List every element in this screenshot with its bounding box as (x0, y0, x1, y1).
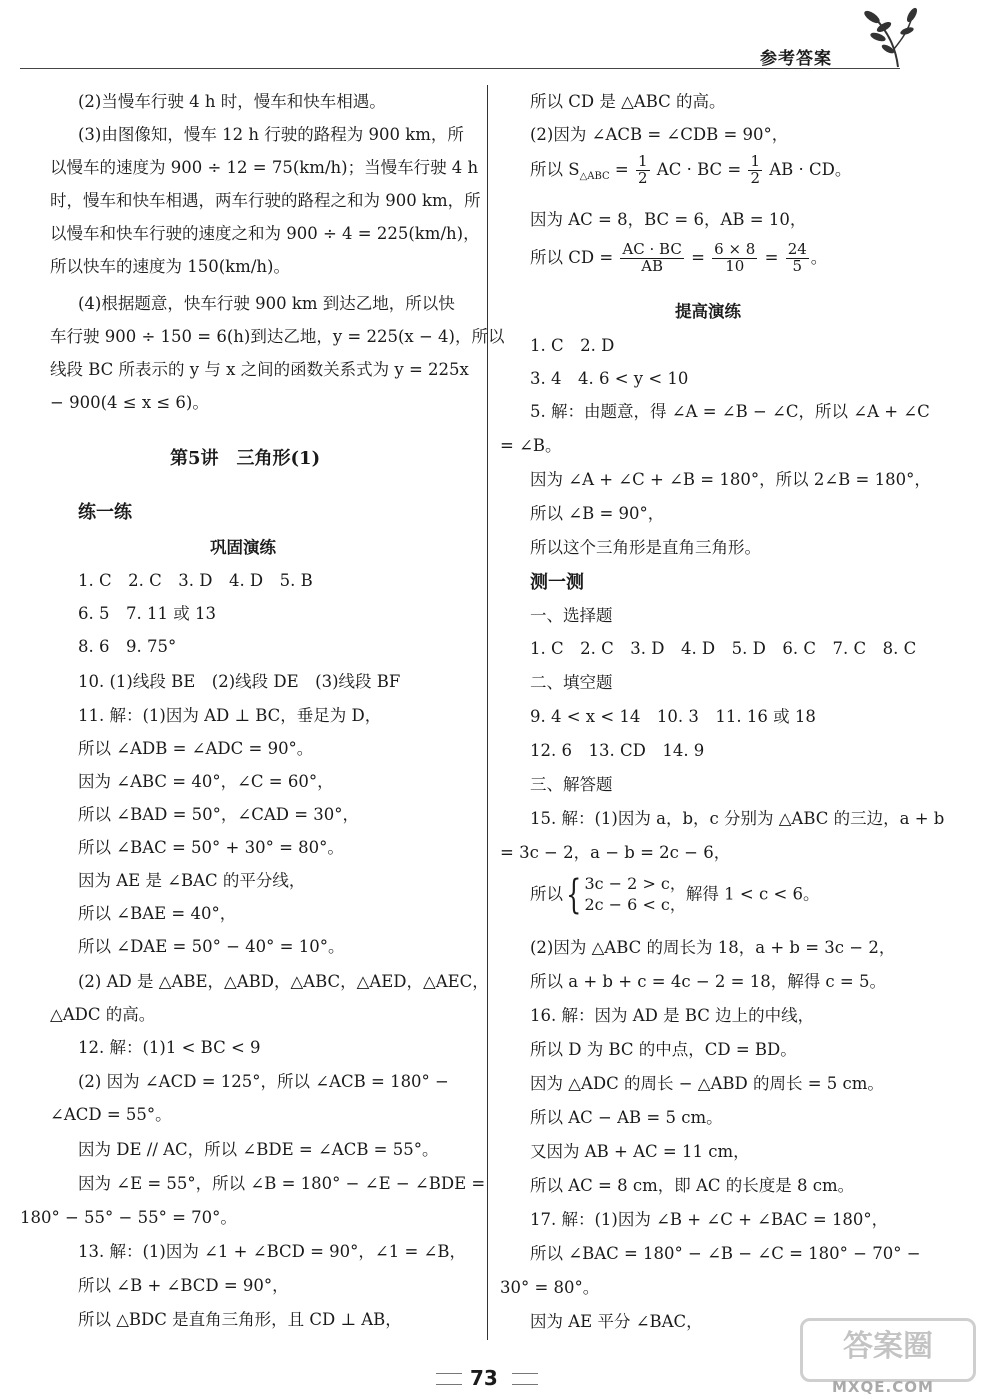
text-line: 15. 解：(1)因为 a，b，c 分别为 △ABC 的三边，a + b (530, 809, 945, 828)
cd-formula: 所以 CD = $\frac{AC \cdot BC}{AB}$ = $\frac{6 \times 8}{10}$ = $\frac{24}{5}$ 。 (530, 240, 828, 275)
text-line: (2)因为 ∠ACB = ∠CDB = 90°， (530, 125, 789, 144)
text-line: (2)因为 △ABC 的周长为 18，a + b = 3c − 2， (530, 938, 896, 957)
text-line: 所以快车的速度为 150(km/h)。 (50, 257, 290, 276)
answer-line: 6. 5 7. 11 或 13 (78, 604, 216, 623)
lesson-title: 第5讲 三角形(1) (170, 448, 321, 469)
text-line: 17. 解：(1)因为 ∠B + ∠C + ∠BAC = 180°， (530, 1210, 889, 1229)
fraction: $\frac{1}{2}$ (750, 152, 760, 187)
page-ornament-left (436, 1373, 462, 1385)
text-line: 因为 DE // AC，所以 ∠BDE = ∠ACB = 55°。 (78, 1140, 439, 1159)
text-line: 所以 ∠ADB = ∠ADC = 90°。 (78, 739, 314, 758)
text-line: 所以 ∠BAD = 50°，∠CAD = 30°， (78, 805, 360, 824)
fraction: $\frac{1}{2}$ (638, 152, 648, 187)
section-heading: 练一练 (78, 502, 132, 523)
answer-line: 12. 6 13. CD 14. 9 (530, 741, 705, 760)
tree-branch-icon (850, 5, 920, 73)
header-title: 参考答案 (760, 49, 832, 69)
answer-line: 3. 4 4. 6 < y < 10 (530, 369, 689, 388)
text-line: 所以 ∠BAE = 40°， (78, 904, 237, 923)
subsection-heading: 巩固演练 (210, 538, 276, 557)
fraction: $\frac{AC \cdot BC}{AB}$ (622, 240, 682, 275)
text-line: = 3c − 2，a − b = 2c − 6， (500, 843, 731, 862)
section-heading: 测一测 (530, 572, 584, 593)
text-line: 因为 ∠E = 55°，所以 ∠B = 180° − ∠E − ∠BDE = (78, 1174, 486, 1193)
text-line: 因为 AC = 8，BC = 6，AB = 10， (530, 210, 807, 229)
watermark-logo: 答案圈 (800, 1318, 976, 1382)
inequality-system: 所以{ 3c − 2 > c， 2c − 6 < c， 解得 1 < c < 6。 (530, 871, 820, 918)
text-line: (2) AD 是 △ABE，△ABD，△ABC，△AED，△AEC， (78, 972, 489, 991)
page-number: 73 (470, 1366, 498, 1390)
text-line: 车行驶 900 ÷ 150 = 6(h)到达乙地，y = 225(x − 4)，所以 (50, 327, 505, 346)
text-line: 13. 解：(1)因为 ∠1 + ∠BCD = 90°，∠1 = ∠B， (78, 1242, 466, 1261)
text-line: 以慢车的速度为 900 ÷ 12 = 75(km/h)；当慢车行驶 4 h (50, 158, 479, 177)
text-line: (3)由图像知，慢车 12 h 行驶的路程为 900 km，所 (78, 125, 464, 144)
text-line: 所以 ∠B = 90°， (530, 504, 665, 523)
page-ornament-right (512, 1373, 538, 1385)
column-divider (487, 85, 488, 1340)
text-line: 二、填空题 (530, 673, 613, 692)
text-line: 以慢车和快车行驶的速度之和为 900 ÷ 4 = 225(km/h)， (50, 224, 480, 243)
text-line: 所以 ∠DAE = 50° − 40° = 10°。 (78, 937, 345, 956)
text-line: 因为 AE 是 ∠BAC 的平分线， (78, 871, 306, 890)
text-line: 30° = 80°。 (500, 1278, 600, 1297)
text-line: 所以 ∠BAC = 180° − ∠B − ∠C = 180° − 70° − (530, 1244, 921, 1263)
brace-icon: { (566, 871, 582, 918)
fraction: $\frac{24}{5}$ (787, 240, 807, 275)
text-line: 所以 AC = 8 cm，即 AC 的长度是 8 cm。 (530, 1176, 855, 1195)
text-line: 因为 AE 平分 ∠BAC， (530, 1312, 703, 1331)
text-line: 因为 △ADC 的周长 − △ABD 的周长 = 5 cm。 (530, 1074, 884, 1093)
text-line: ∠ACD = 55°。 (50, 1105, 172, 1124)
text-line: 180° − 55° − 55° = 70°。 (20, 1208, 237, 1227)
text-line: (2) 因为 ∠ACD = 125°，所以 ∠ACB = 180° − (78, 1072, 449, 1091)
text-line: − 900(4 ≤ x ≤ 6)。 (50, 393, 209, 412)
text-line: 所以 △BDC 是直角三角形，且 CD ⊥ AB， (78, 1310, 402, 1329)
text-line: 5. 解：由题意，得 ∠A = ∠B − ∠C，所以 ∠A + ∠C (530, 402, 930, 421)
text-line: △ADC 的高。 (50, 1005, 156, 1024)
text-line: 一、选择题 (530, 606, 613, 625)
text-line: 所以 ∠B + ∠BCD = 90°， (78, 1276, 289, 1295)
text-line: 所以 CD 是 △ABC 的高。 (530, 92, 726, 111)
text-line: 三、解答题 (530, 775, 613, 794)
text-line: 因为 ∠A + ∠C + ∠B = 180°，所以 2∠B = 180°， (530, 470, 931, 489)
text-line: 又因为 AB + AC = 11 cm， (530, 1142, 750, 1161)
subsection-heading: 提高演练 (675, 302, 741, 321)
area-formula: 所以 $S_{\triangle ABC}$ = $\frac{1}{2}$ AC · BC = $\frac{1}{2}$ AB · CD。 (530, 152, 852, 187)
text-line: 所以 AC − AB = 5 cm。 (530, 1108, 723, 1127)
text-line: 所以这个三角形是直角三角形。 (530, 538, 761, 557)
text-line: 所以 ∠BAC = 50° + 30° = 80°。 (78, 838, 344, 857)
text-line: (4)根据题意，快车行驶 900 km 到达乙地，所以快 (78, 294, 455, 313)
watermark-url: MXQE.COM (832, 1378, 934, 1396)
text-line: (2)当慢车行驶 4 h 时，慢车和快车相遇。 (78, 92, 386, 111)
text-line: 16. 解：因为 AD 是 BC 边上的中线， (530, 1006, 815, 1025)
header-rule (20, 68, 900, 69)
text-line: = ∠B。 (500, 436, 562, 455)
text-line: 时，慢车和快车相遇，两车行驶的路程之和为 900 km，所 (50, 191, 481, 210)
answer-line: 8. 6 9. 75° (78, 637, 177, 656)
text-line: 12. 解：(1)1 < BC < 9 (78, 1038, 261, 1057)
fraction: $\frac{6 \times 8}{10}$ (714, 240, 756, 275)
answer-line: 1. C 2. C 3. D 4. D 5. B (78, 571, 313, 590)
text-line: 所以 a + b + c = 4c − 2 = 18，解得 c = 5。 (530, 972, 886, 991)
answer-line: 10. (1)线段 BE (2)线段 DE (3)线段 BF (78, 672, 401, 691)
text-line: 11. 解：(1)因为 AD ⊥ BC，垂足为 D， (78, 706, 382, 725)
text-line: 线段 BC 所表示的 y 与 x 之间的函数关系式为 y = 225x (50, 360, 469, 379)
answer-line: 1. C 2. D (530, 336, 615, 355)
answer-line: 1. C 2. C 3. D 4. D 5. D 6. C 7. C 8. C (530, 639, 917, 658)
text-line: 因为 ∠ABC = 40°，∠C = 60°， (78, 772, 334, 791)
answer-line: 9. 4 < x < 14 10. 3 11. 16 或 18 (530, 707, 816, 726)
text-line: 所以 D 为 BC 的中点，CD = BD。 (530, 1040, 797, 1059)
